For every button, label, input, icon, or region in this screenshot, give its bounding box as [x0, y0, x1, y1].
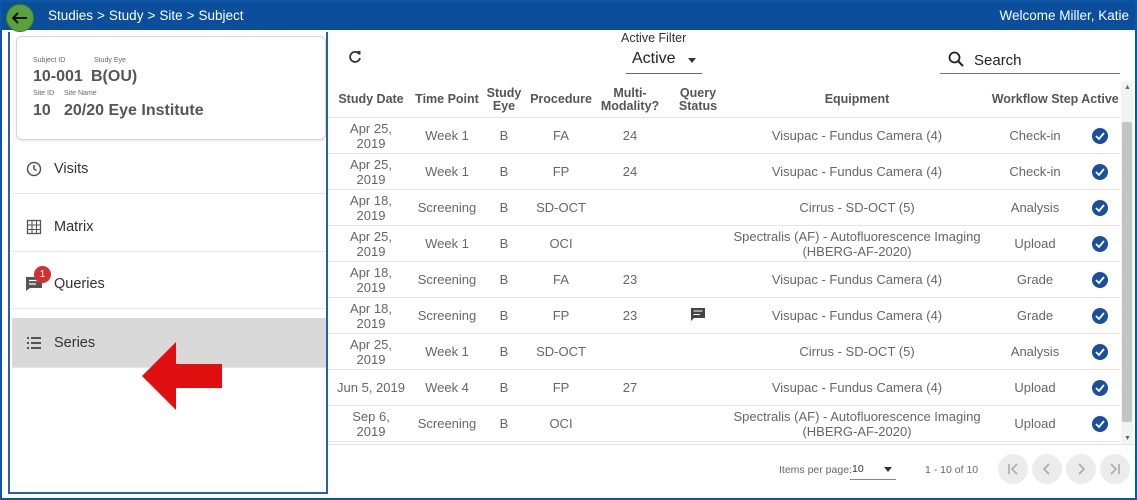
cell-active [1080, 118, 1120, 153]
cell-multi-modality [598, 334, 662, 369]
cell-multi-modality: 24 [622, 164, 638, 179]
cell-active [1080, 154, 1120, 189]
first-page-icon [1006, 462, 1020, 476]
table-row[interactable] [328, 226, 1120, 262]
check-circle-icon [1092, 416, 1108, 432]
cell-query-status [673, 190, 723, 225]
cell-time-point: Week 1 [425, 128, 469, 143]
study-eye: B(OU) [91, 68, 138, 85]
breadcrumb-separator: > [97, 8, 105, 23]
next-page-button[interactable] [1066, 454, 1096, 484]
check-circle-icon [1092, 164, 1108, 180]
cell-query-status [673, 154, 723, 189]
list-icon [14, 336, 54, 350]
cell-query-status[interactable] [673, 298, 723, 333]
table-row[interactable] [328, 370, 1120, 406]
table-row[interactable] [328, 190, 1120, 226]
cell-active [1080, 406, 1120, 441]
cell-equipment: Visupac - Fundus Camera (4) [771, 380, 943, 395]
cell-query-status [673, 370, 723, 405]
cell-time-point: Screening [417, 200, 477, 215]
cell-time-point: Week 1 [425, 236, 469, 251]
scroll-up-icon[interactable]: ▲ [1124, 84, 1131, 91]
page-range-label: 1 - 10 of 10 [925, 464, 979, 476]
breadcrumb-study[interactable]: Study [108, 8, 144, 23]
cell-study-date: Apr 25, 2019 [350, 156, 392, 187]
cell-procedure: SD-OCT [536, 200, 586, 215]
cell-study-eye: B [499, 344, 509, 359]
items-per-page-value: 10 [852, 463, 864, 475]
cell-workflow-step: Analysis [1010, 200, 1060, 215]
table-row[interactable] [328, 118, 1120, 154]
cell-procedure: FP [552, 308, 570, 323]
scroll-down-icon[interactable]: ▼ [1124, 435, 1131, 442]
site-id-label: Site ID [33, 90, 55, 97]
cell-study-eye: B [499, 236, 509, 251]
col-header[interactable]: Study Date [338, 92, 404, 106]
cell-study-eye: B [499, 128, 509, 143]
cell-time-point: Week 4 [425, 380, 469, 395]
cell-workflow-step: Upload [1014, 416, 1056, 431]
cell-study-date: Apr 18, 2019 [350, 264, 392, 295]
check-circle-icon [1092, 272, 1108, 288]
cell-equipment: Visupac - Fundus Camera (4) [771, 128, 943, 143]
check-circle-icon [1092, 236, 1108, 252]
breadcrumb-site[interactable]: Site [159, 8, 183, 23]
cell-equipment: Spectralis (AF) - Autofluorescence Imaging (HBERG-AF-2020) [733, 408, 981, 439]
cell-equipment: Visupac - Fundus Camera (4) [771, 164, 943, 179]
items-per-page-dropdown[interactable] [850, 458, 896, 480]
breadcrumb-separator: > [186, 8, 195, 23]
grid-icon [14, 219, 54, 235]
col-header[interactable]: Workflow Step [991, 92, 1079, 106]
cell-study-date: Apr 18, 2019 [350, 300, 392, 331]
cell-multi-modality [598, 406, 662, 441]
col-header[interactable]: Procedure [530, 92, 592, 106]
cell-active [1080, 334, 1120, 369]
cell-procedure: FA [553, 272, 569, 287]
search-input[interactable] [974, 48, 1114, 72]
cell-procedure: FP [552, 380, 570, 395]
sidebar [8, 32, 328, 494]
cell-workflow-step: Grade [1016, 308, 1054, 323]
cell-query-status [673, 226, 723, 261]
nav-label: Visits [54, 160, 89, 177]
col-header[interactable]: Query Status [678, 85, 718, 113]
refresh-button[interactable] [348, 48, 362, 70]
cell-workflow-step: Analysis [1010, 344, 1060, 359]
cell-query-status [673, 118, 723, 153]
cell-time-point: Screening [417, 272, 477, 287]
active-filter-value: Active [632, 50, 676, 67]
cell-study-date: Apr 18, 2019 [350, 192, 392, 223]
caret-down-icon [884, 467, 892, 472]
nav-item-visits[interactable] [12, 144, 326, 194]
check-circle-icon [1092, 380, 1108, 396]
cell-multi-modality: 23 [622, 308, 638, 323]
cell-study-date: Sep 6, 2019 [352, 408, 390, 439]
table-row[interactable] [328, 406, 1120, 442]
subject-id-label: Subject ID [33, 57, 66, 64]
cell-procedure: SD-OCT [536, 344, 586, 359]
scroll-thumb[interactable] [1122, 122, 1132, 422]
caret-down-icon [688, 58, 696, 63]
chevron-left-icon [1040, 462, 1054, 476]
search-box[interactable] [940, 46, 1120, 74]
cell-study-date: Apr 25, 2019 [350, 120, 392, 151]
check-circle-icon [1092, 200, 1108, 216]
table-row[interactable] [328, 154, 1120, 190]
cell-study-date: Apr 25, 2019 [350, 228, 392, 259]
welcome-text: Welcome Miller, Katie [999, 8, 1129, 23]
check-circle-icon [1092, 308, 1108, 324]
cell-equipment: Visupac - Fundus Camera (4) [771, 272, 943, 287]
cell-multi-modality [598, 190, 662, 225]
cell-workflow-step: Upload [1014, 380, 1056, 395]
cell-active [1080, 262, 1120, 297]
table-row[interactable] [328, 334, 1120, 370]
cell-study-eye: B [499, 308, 509, 323]
active-filter-label: Active Filter [621, 31, 687, 45]
table-header [328, 82, 1120, 118]
breadcrumb-separator: > [147, 8, 156, 23]
cell-study-eye: B [499, 416, 509, 431]
cell-equipment: Spectralis (AF) - Autofluorescence Imaging (HBERG-AF-2020) [733, 228, 981, 259]
chevron-right-icon [1074, 462, 1088, 476]
cell-multi-modality: 27 [622, 380, 638, 395]
table-row[interactable] [328, 298, 1120, 334]
cell-workflow-step: Check-in [1009, 128, 1061, 143]
paginator [328, 444, 1135, 496]
nav-label: Series [54, 334, 96, 351]
last-page-button[interactable] [1100, 454, 1130, 484]
top-bar [2, 2, 1135, 30]
cell-procedure: FA [553, 128, 569, 143]
clock-icon [14, 161, 54, 177]
last-page-icon [1108, 462, 1122, 476]
subject-id: 10-001 [33, 68, 83, 85]
cell-time-point: Screening [417, 416, 477, 431]
col-header[interactable]: Multi-Modality? [600, 85, 660, 113]
cell-time-point: Screening [417, 308, 477, 323]
breadcrumb-studies[interactable]: Studies [48, 8, 94, 23]
subject-card [16, 36, 326, 140]
first-page-button[interactable] [998, 454, 1028, 484]
cell-query-status [673, 262, 723, 297]
breadcrumb-subject: Subject [198, 8, 244, 23]
nav-item-queries[interactable] [12, 259, 326, 309]
site-name: 20/20 Eye Institute [64, 102, 204, 119]
cell-active [1080, 370, 1120, 405]
cell-multi-modality [598, 226, 662, 261]
previous-page-button[interactable] [1032, 454, 1062, 484]
cell-procedure: FP [552, 164, 570, 179]
col-header[interactable]: Study Eye [486, 85, 522, 113]
cell-query-status [673, 406, 723, 441]
cell-active [1080, 226, 1120, 261]
nav-item-matrix[interactable] [12, 202, 326, 252]
cell-workflow-step: Upload [1014, 236, 1056, 251]
cell-study-eye: B [499, 164, 509, 179]
check-circle-icon [1092, 344, 1108, 360]
site-id: 10 [33, 102, 51, 119]
cell-workflow-step: Check-in [1009, 164, 1061, 179]
refresh-icon [348, 50, 362, 64]
col-header[interactable]: Time Point [415, 92, 479, 106]
cell-time-point: Week 1 [425, 344, 469, 359]
cell-multi-modality: 24 [622, 128, 638, 143]
cell-multi-modality: 23 [622, 272, 638, 287]
main-panel [328, 30, 1135, 496]
nav-label: Matrix [54, 218, 94, 235]
search-icon [948, 51, 964, 72]
queries-badge: 1 [34, 266, 51, 283]
cell-study-date: Apr 25, 2019 [350, 336, 392, 367]
cell-equipment: Cirrus - SD-OCT (5) [799, 200, 915, 215]
breadcrumb [48, 8, 244, 23]
cell-query-status [673, 334, 723, 369]
site-name-label: Site Name [64, 90, 97, 97]
cell-study-eye: B [499, 380, 509, 395]
col-header[interactable]: Active [1081, 92, 1119, 106]
back-button[interactable] [6, 4, 34, 32]
cell-procedure: OCI [549, 416, 573, 431]
cell-equipment: Visupac - Fundus Camera (4) [771, 308, 943, 323]
active-filter-dropdown[interactable] [626, 48, 702, 74]
cell-workflow-step: Grade [1016, 272, 1054, 287]
cell-active [1080, 190, 1120, 225]
study-eye-label: Study Eye [94, 57, 126, 64]
query-chat-icon[interactable] [690, 307, 706, 325]
arrow-left-icon [12, 12, 28, 24]
table-scrollbar[interactable] [1121, 82, 1133, 444]
cell-active [1080, 298, 1120, 333]
cell-equipment: Cirrus - SD-OCT (5) [799, 344, 915, 359]
cell-time-point: Week 1 [425, 164, 469, 179]
items-per-page-label: Items per page: [779, 464, 852, 476]
cell-study-date: Jun 5, 2019 [337, 380, 405, 395]
red-arrow-annotation [142, 342, 222, 415]
col-header[interactable]: Equipment [824, 92, 890, 106]
nav-label: Queries [54, 275, 105, 292]
cell-study-eye: B [499, 272, 509, 287]
cell-procedure: OCI [549, 236, 573, 251]
table-row[interactable] [328, 262, 1120, 298]
cell-study-eye: B [499, 200, 509, 215]
check-circle-icon [1092, 128, 1108, 144]
